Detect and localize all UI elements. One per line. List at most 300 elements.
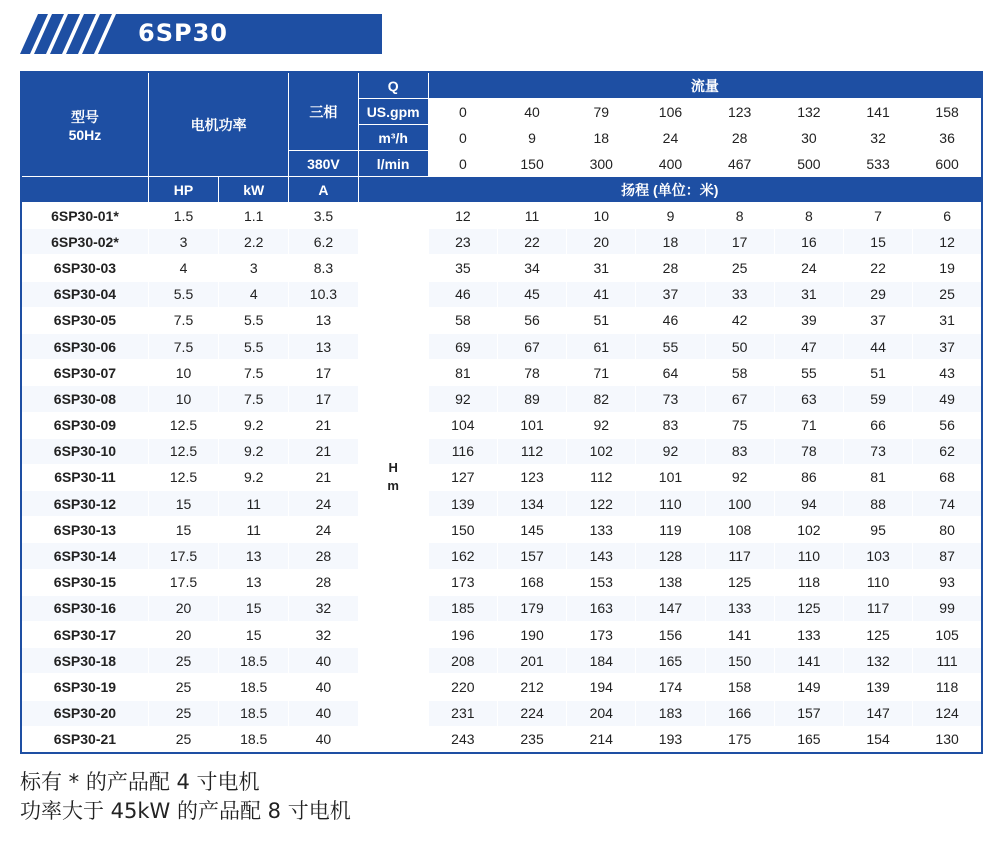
table-row bbox=[21, 203, 982, 229]
amp-cell: 40 bbox=[289, 726, 358, 753]
head-cell: 25 bbox=[705, 255, 774, 281]
table-row bbox=[21, 569, 982, 595]
hp-cell: 25 bbox=[148, 726, 218, 753]
head-cell: 125 bbox=[705, 569, 774, 595]
flow-value: 150 bbox=[497, 151, 566, 177]
model-cell: 6SP30-07 bbox=[21, 360, 148, 386]
kw-cell: 2.2 bbox=[219, 229, 289, 255]
page-title: 6SP30 bbox=[138, 19, 228, 47]
table-row bbox=[21, 438, 982, 464]
head-cell: 243 bbox=[428, 726, 497, 753]
head-cell: 214 bbox=[567, 726, 636, 753]
head-cell: 117 bbox=[705, 543, 774, 569]
head-cell: 208 bbox=[428, 648, 497, 674]
model-cell: 6SP30-01* bbox=[21, 203, 148, 229]
hp-cell: 7.5 bbox=[148, 307, 218, 333]
model-cell: 6SP30-08 bbox=[21, 386, 148, 412]
amp-cell: 28 bbox=[289, 543, 358, 569]
head-cell: 105 bbox=[913, 622, 982, 648]
table-row bbox=[21, 281, 982, 307]
head-cell: 149 bbox=[774, 674, 843, 700]
head-cell: 101 bbox=[497, 412, 566, 438]
head-cell: 71 bbox=[774, 412, 843, 438]
table-row bbox=[21, 307, 982, 333]
head-cell: 157 bbox=[774, 700, 843, 726]
table-row bbox=[21, 622, 982, 648]
kw-cell: 9.2 bbox=[219, 464, 289, 490]
model-cell: 6SP30-03 bbox=[21, 255, 148, 281]
hp-cell: 15 bbox=[148, 517, 218, 543]
head-cell: 183 bbox=[636, 700, 705, 726]
kw-cell: 18.5 bbox=[219, 700, 289, 726]
head-cell: 147 bbox=[636, 595, 705, 621]
amp-cell: 17 bbox=[289, 360, 358, 386]
head-cell: 94 bbox=[774, 491, 843, 517]
head-cell: 31 bbox=[567, 255, 636, 281]
head-cell: 194 bbox=[567, 674, 636, 700]
model-header bbox=[21, 72, 148, 177]
amp-cell: 28 bbox=[289, 569, 358, 595]
usgpm-label: US.gpm bbox=[358, 99, 428, 125]
amp-cell: 24 bbox=[289, 491, 358, 517]
head-cell: 51 bbox=[567, 307, 636, 333]
head-cell: 150 bbox=[428, 517, 497, 543]
head-cell: 35 bbox=[428, 255, 497, 281]
amp-cell: 6.2 bbox=[289, 229, 358, 255]
kw-cell: 3 bbox=[219, 255, 289, 281]
head-cell: 163 bbox=[567, 595, 636, 621]
head-cell: 17 bbox=[705, 229, 774, 255]
hp-header: HP bbox=[148, 177, 218, 203]
voltage-label: 380V bbox=[289, 151, 358, 177]
amp-cell: 8.3 bbox=[289, 255, 358, 281]
head-cell: 111 bbox=[913, 648, 982, 674]
head-cell: 108 bbox=[705, 517, 774, 543]
motor-power-header: 电机功率 bbox=[148, 72, 288, 177]
flow-value: 123 bbox=[705, 99, 774, 125]
head-cell: 78 bbox=[774, 438, 843, 464]
head-cell: 128 bbox=[636, 543, 705, 569]
head-cell: 125 bbox=[774, 595, 843, 621]
head-cell: 46 bbox=[428, 281, 497, 307]
table-row bbox=[21, 360, 982, 386]
kw-cell: 5.5 bbox=[219, 333, 289, 359]
head-cell: 118 bbox=[913, 674, 982, 700]
head-cell: 235 bbox=[497, 726, 566, 753]
head-cell: 102 bbox=[774, 517, 843, 543]
head-cell: 157 bbox=[497, 543, 566, 569]
kw-cell: 9.2 bbox=[219, 438, 289, 464]
head-cell: 58 bbox=[705, 360, 774, 386]
kw-header: kW bbox=[219, 177, 289, 203]
head-cell: 110 bbox=[636, 491, 705, 517]
head-cell: 110 bbox=[774, 543, 843, 569]
kw-cell: 4 bbox=[219, 281, 289, 307]
model-cell: 6SP30-16 bbox=[21, 595, 148, 621]
hp-cell: 12.5 bbox=[148, 412, 218, 438]
head-cell: 165 bbox=[774, 726, 843, 753]
head-cell: 166 bbox=[705, 700, 774, 726]
head-cell: 117 bbox=[843, 595, 912, 621]
head-cell: 127 bbox=[428, 464, 497, 490]
hm-label-m: m bbox=[387, 478, 399, 494]
head-cell: 44 bbox=[843, 333, 912, 359]
head-cell: 25 bbox=[913, 281, 982, 307]
table-row bbox=[21, 700, 982, 726]
head-cell: 74 bbox=[913, 491, 982, 517]
head-cell: 42 bbox=[705, 307, 774, 333]
head-cell: 75 bbox=[705, 412, 774, 438]
head-cell: 18 bbox=[636, 229, 705, 255]
head-cell: 87 bbox=[913, 543, 982, 569]
head-cell: 116 bbox=[428, 438, 497, 464]
head-cell: 31 bbox=[913, 307, 982, 333]
hp-cell: 25 bbox=[148, 674, 218, 700]
head-cell: 12 bbox=[913, 229, 982, 255]
head-cell: 49 bbox=[913, 386, 982, 412]
head-cell: 66 bbox=[843, 412, 912, 438]
amp-cell: 21 bbox=[289, 412, 358, 438]
flow-value: 30 bbox=[774, 125, 843, 151]
head-cell: 145 bbox=[497, 517, 566, 543]
phase-header: 三相 bbox=[289, 72, 358, 151]
kw-cell: 7.5 bbox=[219, 386, 289, 412]
performance-table bbox=[20, 71, 983, 754]
model-cell: 6SP30-18 bbox=[21, 648, 148, 674]
head-cell: 46 bbox=[636, 307, 705, 333]
amp-cell: 17 bbox=[289, 386, 358, 412]
head-cell: 51 bbox=[843, 360, 912, 386]
head-cell: 41 bbox=[567, 281, 636, 307]
head-cell: 68 bbox=[913, 464, 982, 490]
head-cell: 119 bbox=[636, 517, 705, 543]
head-cell: 71 bbox=[567, 360, 636, 386]
head-cell: 158 bbox=[705, 674, 774, 700]
table-row bbox=[21, 229, 982, 255]
head-cell: 69 bbox=[428, 333, 497, 359]
kw-cell: 5.5 bbox=[219, 307, 289, 333]
head-cell: 78 bbox=[497, 360, 566, 386]
head-cell: 12 bbox=[428, 203, 497, 229]
kw-cell: 13 bbox=[219, 543, 289, 569]
head-cell: 56 bbox=[913, 412, 982, 438]
m3h-label: m³/h bbox=[358, 125, 428, 151]
head-cell: 134 bbox=[497, 491, 566, 517]
head-cell: 112 bbox=[567, 464, 636, 490]
flow-value: 40 bbox=[497, 99, 566, 125]
head-cell: 34 bbox=[497, 255, 566, 281]
amp-cell: 24 bbox=[289, 517, 358, 543]
kw-cell: 15 bbox=[219, 595, 289, 621]
hp-cell: 25 bbox=[148, 648, 218, 674]
table-row bbox=[21, 255, 982, 281]
head-cell: 83 bbox=[636, 412, 705, 438]
head-cell: 190 bbox=[497, 622, 566, 648]
table-row bbox=[21, 333, 982, 359]
head-cell: 104 bbox=[428, 412, 497, 438]
amp-cell: 32 bbox=[289, 595, 358, 621]
head-cell: 8 bbox=[774, 203, 843, 229]
flow-value: 106 bbox=[636, 99, 705, 125]
hp-cell: 10 bbox=[148, 360, 218, 386]
kw-cell: 15 bbox=[219, 622, 289, 648]
kw-cell: 9.2 bbox=[219, 412, 289, 438]
head-cell: 173 bbox=[428, 569, 497, 595]
head-cell: 6 bbox=[913, 203, 982, 229]
head-cell: 47 bbox=[774, 333, 843, 359]
head-cell: 61 bbox=[567, 333, 636, 359]
head-cell: 31 bbox=[774, 281, 843, 307]
head-cell: 118 bbox=[774, 569, 843, 595]
hp-cell: 25 bbox=[148, 700, 218, 726]
flow-value: 400 bbox=[636, 151, 705, 177]
hp-cell: 20 bbox=[148, 595, 218, 621]
model-cell: 6SP30-12 bbox=[21, 491, 148, 517]
head-cell: 141 bbox=[705, 622, 774, 648]
head-cell: 165 bbox=[636, 648, 705, 674]
head-cell: 112 bbox=[497, 438, 566, 464]
head-cell: 156 bbox=[636, 622, 705, 648]
hp-cell: 1.5 bbox=[148, 203, 218, 229]
table-row bbox=[21, 726, 982, 753]
flow-value: 141 bbox=[843, 99, 912, 125]
head-cell: 92 bbox=[636, 438, 705, 464]
head-cell: 82 bbox=[567, 386, 636, 412]
table-row bbox=[21, 491, 982, 517]
hp-cell: 7.5 bbox=[148, 333, 218, 359]
hp-cell: 15 bbox=[148, 491, 218, 517]
model-cell: 6SP30-19 bbox=[21, 674, 148, 700]
head-cell: 37 bbox=[843, 307, 912, 333]
model-cell: 6SP30-21 bbox=[21, 726, 148, 753]
footnote bbox=[20, 768, 351, 826]
head-cell: 100 bbox=[705, 491, 774, 517]
head-cell: 23 bbox=[428, 229, 497, 255]
flow-value: 158 bbox=[913, 99, 982, 125]
amp-cell: 40 bbox=[289, 700, 358, 726]
model-label: 型号 bbox=[70, 108, 99, 125]
head-cell: 150 bbox=[705, 648, 774, 674]
head-cell: 37 bbox=[913, 333, 982, 359]
head-cell: 55 bbox=[774, 360, 843, 386]
head-cell: 103 bbox=[843, 543, 912, 569]
flow-value: 36 bbox=[913, 125, 982, 151]
head-cell: 122 bbox=[567, 491, 636, 517]
model-cell: 6SP30-05 bbox=[21, 307, 148, 333]
table-row bbox=[21, 595, 982, 621]
head-cell: 133 bbox=[705, 595, 774, 621]
kw-cell: 18.5 bbox=[219, 648, 289, 674]
head-cell: 185 bbox=[428, 595, 497, 621]
head-cell: 55 bbox=[636, 333, 705, 359]
hp-cell: 17.5 bbox=[148, 569, 218, 595]
head-cell: 168 bbox=[497, 569, 566, 595]
amp-cell: 3.5 bbox=[289, 203, 358, 229]
kw-cell: 11 bbox=[219, 517, 289, 543]
head-cell: 196 bbox=[428, 622, 497, 648]
head-cell: 11 bbox=[497, 203, 566, 229]
flow-value: 0 bbox=[428, 151, 497, 177]
hp-cell: 20 bbox=[148, 622, 218, 648]
table-row bbox=[21, 464, 982, 490]
head-cell: 20 bbox=[567, 229, 636, 255]
kw-cell: 18.5 bbox=[219, 674, 289, 700]
head-cell: 64 bbox=[636, 360, 705, 386]
amp-cell: 40 bbox=[289, 674, 358, 700]
head-cell: 73 bbox=[843, 438, 912, 464]
head-cell: 80 bbox=[913, 517, 982, 543]
head-cell: 101 bbox=[636, 464, 705, 490]
hp-cell: 12.5 bbox=[148, 464, 218, 490]
q-label: Q bbox=[358, 72, 428, 99]
model-cell: 6SP30-09 bbox=[21, 412, 148, 438]
hp-cell: 3 bbox=[148, 229, 218, 255]
amp-cell: 21 bbox=[289, 438, 358, 464]
flow-value: 0 bbox=[428, 125, 497, 151]
head-cell: 123 bbox=[497, 464, 566, 490]
head-cell: 63 bbox=[774, 386, 843, 412]
head-cell: 143 bbox=[567, 543, 636, 569]
head-cell: 201 bbox=[497, 648, 566, 674]
head-cell: 173 bbox=[567, 622, 636, 648]
model-cell: 6SP30-20 bbox=[21, 700, 148, 726]
head-cell: 220 bbox=[428, 674, 497, 700]
head-cell: 7 bbox=[843, 203, 912, 229]
kw-cell: 18.5 bbox=[219, 726, 289, 753]
freq-label: 50Hz bbox=[68, 126, 102, 143]
head-cell: 147 bbox=[843, 700, 912, 726]
head-cell: 224 bbox=[497, 700, 566, 726]
kw-cell: 1.1 bbox=[219, 203, 289, 229]
title-banner bbox=[20, 14, 382, 54]
units-header-row bbox=[21, 177, 982, 203]
model-cell: 6SP30-13 bbox=[21, 517, 148, 543]
head-cell: 92 bbox=[705, 464, 774, 490]
head-cell: 93 bbox=[913, 569, 982, 595]
table-row bbox=[21, 386, 982, 412]
head-cell: 81 bbox=[428, 360, 497, 386]
flow-value: 32 bbox=[843, 125, 912, 151]
amp-cell: 32 bbox=[289, 622, 358, 648]
head-cell: 175 bbox=[705, 726, 774, 753]
kw-cell: 13 bbox=[219, 569, 289, 595]
head-cell: 43 bbox=[913, 360, 982, 386]
head-cell: 22 bbox=[843, 255, 912, 281]
kw-cell: 11 bbox=[219, 491, 289, 517]
model-cell: 6SP30-11 bbox=[21, 464, 148, 490]
head-cell: 204 bbox=[567, 700, 636, 726]
head-cell: 10 bbox=[567, 203, 636, 229]
amp-cell: 13 bbox=[289, 307, 358, 333]
head-cell: 179 bbox=[497, 595, 566, 621]
head-cell: 8 bbox=[705, 203, 774, 229]
head-cell: 102 bbox=[567, 438, 636, 464]
head-cell: 153 bbox=[567, 569, 636, 595]
head-cell: 92 bbox=[567, 412, 636, 438]
head-cell: 133 bbox=[774, 622, 843, 648]
table-row bbox=[21, 517, 982, 543]
head-cell: 39 bbox=[774, 307, 843, 333]
model-subheader bbox=[21, 177, 148, 203]
flow-value: 500 bbox=[774, 151, 843, 177]
table-row bbox=[21, 648, 982, 674]
head-cell: 83 bbox=[705, 438, 774, 464]
hm-label-h: H bbox=[388, 460, 398, 476]
head-cell: 141 bbox=[774, 648, 843, 674]
flow-header: 流量 bbox=[428, 72, 982, 99]
hm-label bbox=[358, 203, 428, 753]
head-cell: 162 bbox=[428, 543, 497, 569]
head-cell: 15 bbox=[843, 229, 912, 255]
head-cell: 231 bbox=[428, 700, 497, 726]
head-cell: 184 bbox=[567, 648, 636, 674]
head-cell: 9 bbox=[636, 203, 705, 229]
model-cell: 6SP30-02* bbox=[21, 229, 148, 255]
head-cell: 132 bbox=[843, 648, 912, 674]
hp-cell: 4 bbox=[148, 255, 218, 281]
flow-value: 0 bbox=[428, 99, 497, 125]
head-cell: 45 bbox=[497, 281, 566, 307]
flow-value: 9 bbox=[497, 125, 566, 151]
head-cell: 99 bbox=[913, 595, 982, 621]
model-cell: 6SP30-04 bbox=[21, 281, 148, 307]
footnote-line-2: 功率大于 45kW 的产品配 8 寸电机 bbox=[20, 799, 351, 823]
flow-value: 132 bbox=[774, 99, 843, 125]
flow-value: 24 bbox=[636, 125, 705, 151]
model-cell: 6SP30-15 bbox=[21, 569, 148, 595]
head-cell: 73 bbox=[636, 386, 705, 412]
amp-cell: 13 bbox=[289, 333, 358, 359]
head-cell: 154 bbox=[843, 726, 912, 753]
head-cell: 22 bbox=[497, 229, 566, 255]
head-cell: 86 bbox=[774, 464, 843, 490]
hp-cell: 10 bbox=[148, 386, 218, 412]
head-cell: 95 bbox=[843, 517, 912, 543]
head-cell: 92 bbox=[428, 386, 497, 412]
flow-value: 467 bbox=[705, 151, 774, 177]
head-cell: 58 bbox=[428, 307, 497, 333]
head-cell: 59 bbox=[843, 386, 912, 412]
flow-value: 28 bbox=[705, 125, 774, 151]
head-cell: 138 bbox=[636, 569, 705, 595]
amp-cell: 40 bbox=[289, 648, 358, 674]
footnote-line-1: 标有 * 的产品配 4 寸电机 bbox=[20, 770, 260, 794]
amp-cell: 21 bbox=[289, 464, 358, 490]
model-cell: 6SP30-06 bbox=[21, 333, 148, 359]
head-cell: 28 bbox=[636, 255, 705, 281]
table-row bbox=[21, 674, 982, 700]
head-cell: 16 bbox=[774, 229, 843, 255]
head-cell: 193 bbox=[636, 726, 705, 753]
head-cell: 212 bbox=[497, 674, 566, 700]
head-cell: 174 bbox=[636, 674, 705, 700]
head-cell: 67 bbox=[705, 386, 774, 412]
head-cell: 67 bbox=[497, 333, 566, 359]
head-cell: 124 bbox=[913, 700, 982, 726]
head-cell: 50 bbox=[705, 333, 774, 359]
hp-cell: 12.5 bbox=[148, 438, 218, 464]
head-cell: 56 bbox=[497, 307, 566, 333]
lmin-label: l/min bbox=[358, 151, 428, 177]
head-cell: 130 bbox=[913, 726, 982, 753]
head-cell: 62 bbox=[913, 438, 982, 464]
model-cell: 6SP30-10 bbox=[21, 438, 148, 464]
head-cell: 139 bbox=[428, 491, 497, 517]
head-cell: 29 bbox=[843, 281, 912, 307]
model-cell: 6SP30-17 bbox=[21, 622, 148, 648]
hp-cell: 17.5 bbox=[148, 543, 218, 569]
head-cell: 19 bbox=[913, 255, 982, 281]
